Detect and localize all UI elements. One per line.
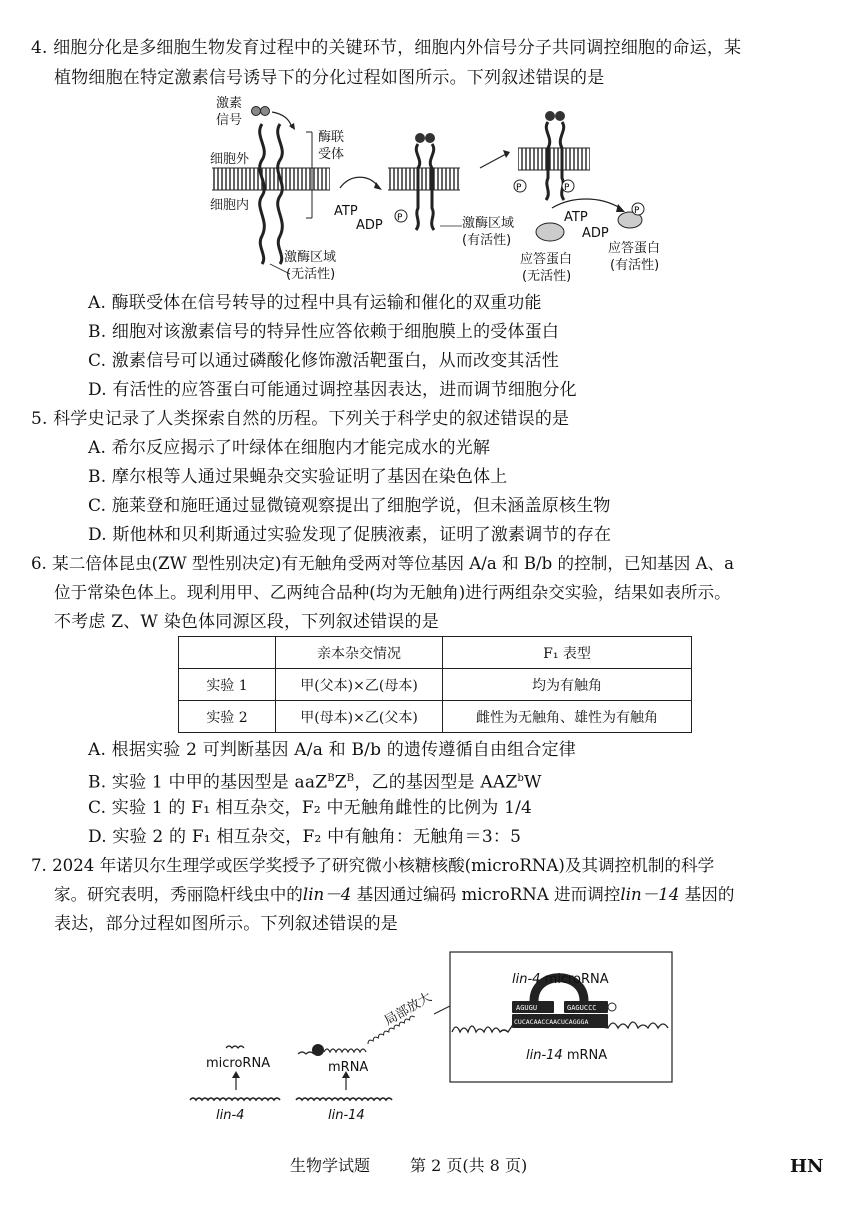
q4-option-b: B. 细胞对该激素信号的特异性应答依赖于细胞膜上的受体蛋白 (88, 322, 560, 342)
q7-stem-line2 (54, 883, 734, 907)
table-header-row (179, 637, 692, 669)
box-top-gene: lin-4 (512, 972, 541, 987)
outside-cell-label: 细胞外 (210, 152, 250, 167)
gene-lin14-label: lin-14 (328, 1108, 365, 1123)
table-row-name: 实验 1 (179, 669, 276, 701)
membrane-segment-2 (388, 168, 460, 190)
kinase-active-state: (有活性) (462, 233, 512, 248)
table-row (179, 669, 692, 701)
q7-stem-line1: 7. 2024 年诺贝尔生理学或医学奖授予了研究微小核糖核酸(microRNA)及其调控机制的科学 (31, 856, 715, 875)
q4-option-c: C. 激素信号可以通过磷酸化修饰激活靶蛋白，从而改变其活性 (88, 351, 560, 371)
q6-stem-line3: 不考虑 Z、W 染色体同源区段，下列叙述错误的是 (54, 612, 439, 632)
q6-option-b-sup: b (517, 773, 524, 784)
q7-figure-drawing (186, 944, 690, 1130)
hormone-label: 激素 (216, 96, 243, 111)
gene-name-lin4: lin－4 (302, 885, 352, 904)
q6-stem-line1: 6. 某二倍体昆虫(ZW 型性别决定)有无触角受两对等位基因 A/a 和 B/b 的控制，已知基因 A、a (31, 554, 735, 573)
q7-stem-text: 家。研究表明，秀丽隐杆线虫中的 (54, 885, 303, 904)
adp-label-2: ADP (582, 226, 609, 241)
q4-signal-figure (200, 96, 680, 286)
table-row (179, 701, 692, 733)
q5-option-b: B. 摩尔根等人通过果蝇杂交实验证明了基因在染色体上 (88, 467, 508, 487)
q6-option-b-text: B. 实验 1 中甲的基因型是 aaZ (88, 772, 328, 793)
q6-option-a: A. 根据实验 2 可判断基因 A/a 和 B/b 的遗传遵循自由组合定律 (88, 740, 576, 760)
membrane-segment-3 (518, 148, 590, 170)
q5-option-c: C. 施莱登和施旺通过显微镜观察提出了细胞学说，但未涵盖原核生物 (88, 496, 611, 516)
box-bottom-text: mRNA (562, 1048, 608, 1063)
q6-stem-line2: 位于常染色体上。现利用甲、乙两纯合品种(均为无触角)进行两组杂交实验，结果如表所示。 (54, 583, 731, 602)
receptor-label-2: 受体 (318, 147, 345, 162)
q6-option-b-text: ，乙的基因型是 AAZ (354, 772, 518, 793)
kinase-active-label: 激酶区域 (462, 216, 515, 231)
box-top-label (512, 972, 609, 987)
footer-subject: 生物学试题 (290, 1156, 371, 1175)
zoom-label: 局部放大 (382, 989, 435, 1029)
adp-label-1: ADP (356, 218, 383, 233)
table-header-cross: 亲本杂交情况 (276, 637, 443, 669)
sequence-left: AGUGU (516, 1004, 538, 1012)
q6-option-b-text: Z (334, 772, 347, 793)
q5-option-a: A. 希尔反应揭示了叶绿体在细胞内才能完成水的光解 (88, 438, 491, 458)
q6-table (178, 636, 692, 733)
response-protein-active-state: (有活性) (610, 258, 660, 273)
sequence-bottom: CUCACAACCAACUCAGGGA (514, 1018, 589, 1026)
inside-cell-label: 细胞内 (210, 198, 250, 213)
box-bottom-label (526, 1048, 607, 1063)
box-bottom-gene: lin-14 (526, 1048, 563, 1063)
q7-stem-text: 基因通过编码 microRNA 进而调控 (351, 885, 621, 904)
q7-stem-line3: 表达，部分过程如图所示。下列叙述错误的是 (54, 914, 398, 934)
q6-option-b-text: W (523, 772, 542, 793)
receptor-label: 酶联 (318, 130, 345, 145)
q7-stem-text: 基因的 (679, 885, 735, 904)
q4-option-a: A. 酶联受体在信号转导的过程中具有运输和催化的双重功能 (88, 293, 542, 313)
box-top-text: microRNA (540, 972, 609, 987)
q4-figure-drawing (200, 96, 680, 286)
svg-text:P: P (397, 213, 403, 223)
svg-text:P: P (564, 183, 570, 193)
table-row-f1: 均为有触角 (443, 669, 692, 701)
footer-page-number: 第 2 页(共 8 页) (410, 1156, 528, 1175)
table-header-empty (179, 637, 276, 669)
hormone-label-2: 信号 (216, 113, 243, 128)
response-protein-inactive-state: (无活性) (522, 269, 572, 284)
atp-label-1: ATP (334, 204, 358, 219)
q4-stem-line1: 4. 细胞分化是多细胞生物发育过程中的关键环节，细胞内外信号分子共同调控细胞的命运，某 (31, 38, 742, 58)
table-row-name: 实验 2 (179, 701, 276, 733)
q6-option-b (88, 767, 542, 795)
kinase-inactive-state: (无活性) (286, 267, 336, 282)
gene-name-lin14: lin－14 (620, 885, 680, 904)
q5-stem: 5. 科学史记录了人类探索自然的历程。下列关于科学史的叙述错误的是 (31, 409, 570, 429)
microrna-label: microRNA (206, 1056, 271, 1071)
q4-stem-line2: 植物细胞在特定激素信号诱导下的分化过程如图所示。下列叙述错误的是 (54, 68, 605, 88)
q6-option-c: C. 实验 1 的 F₁ 相互杂交，F₂ 中无触角雌性的比例为 1/4 (88, 798, 533, 818)
response-protein-active-label: 应答蛋白 (608, 241, 661, 256)
kinase-inactive-label: 激酶区域 (284, 250, 337, 265)
gene-lin4-label: lin-4 (216, 1108, 245, 1123)
footer-code: HN (790, 1156, 824, 1177)
q4-option-d: D. 有活性的应答蛋白可能通过调控基因表达，进而调节细胞分化 (88, 380, 577, 400)
q5-option-d: D. 斯他林和贝利斯通过实验发现了促胰液素，证明了激素调节的存在 (88, 525, 612, 545)
q6-option-b-sup: B (327, 773, 335, 784)
svg-text:P: P (634, 206, 640, 216)
svg-text:P: P (516, 183, 522, 193)
sequence-right: GAGUCCC (567, 1004, 597, 1012)
table-row-cross: 甲(母本)×乙(父本) (276, 701, 443, 733)
q7-microrna-figure (186, 944, 690, 1130)
table-header-f1: F₁ 表型 (443, 637, 692, 669)
table-row-cross: 甲(父本)×乙(母本) (276, 669, 443, 701)
response-protein-inactive-label: 应答蛋白 (520, 252, 573, 267)
q6-option-d: D. 实验 2 的 F₁ 相互杂交，F₂ 中有触角：无触角＝3：5 (88, 827, 522, 847)
mrna-label: mRNA (328, 1060, 369, 1075)
atp-label-2: ATP (564, 210, 588, 225)
table-row-f1: 雌性为无触角、雄性为有触角 (443, 701, 692, 733)
q6-option-b-sup: B (346, 773, 355, 784)
